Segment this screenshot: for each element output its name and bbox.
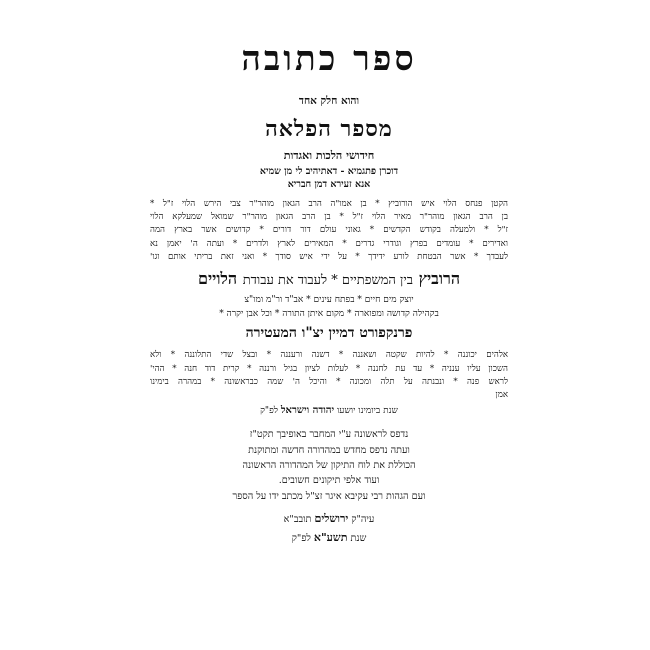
imprint-line: ועוד אלפי תיקונים חשובים.: [278, 475, 380, 487]
topics-line: חידושי הלכות ואגדות: [283, 149, 375, 163]
subtitle-part: והוא חלק אחד: [298, 94, 360, 107]
prayer-line: לראש פנה * ונבנתה על תלה ומכונה * והיכל ה' שמה כבראשונה * במהרה בימינו: [150, 377, 508, 388]
levites-word: הלויים: [197, 269, 238, 289]
imprint-line: נדפס לראשונה ע"י המחבר באופיבך תקט"ז: [249, 429, 409, 441]
author-line: ואדירים * עומדים בפרץ וגודרי גדרים * המאירים לארץ ולדרים * ועתה ה' יאמן נא: [150, 238, 508, 249]
city-line: פרנקפורט דמיין יצ"ו המעטירה: [245, 324, 413, 341]
year-phrase-bold: יהודה וישראל: [280, 404, 335, 416]
position-line-1: יוצק מים חיים * בפתח עינים * אב"ד ור"מ ומו"צ: [244, 295, 414, 306]
author-line: ז"ל * ולמעלה בקודש הקדשים * גאוני עולם דור דורים * קדושים אשר בארץ המה: [150, 225, 508, 236]
notes-line: ועם הגהות רבי עקיבא איגר זצ"ל מכתב ידו על הספר: [232, 490, 426, 502]
year-phrase-end: לפ"ק: [260, 405, 278, 416]
family-line: [150, 269, 508, 289]
year-value: תשע"א: [313, 530, 348, 544]
place-prefix: עיה"ק: [351, 513, 375, 525]
prayer-block: [150, 349, 508, 402]
motto-line-1: דוכרן פתגמיא - דאתיהיב לי מן שמיא: [259, 165, 399, 177]
source-book-title: מספר הפלאה: [265, 115, 393, 142]
book-title: ספר כתובה: [241, 39, 417, 79]
place-city: ירושלים: [314, 511, 349, 525]
year-line: [150, 531, 508, 545]
motto-line-2: אנא זעירא דמן חבריא: [287, 178, 371, 190]
position-line-2: בקהילה קדושה ומפוארה * מקום איתן התורה * וכל אבן יקרה *: [219, 308, 439, 319]
family-lead: הרוביץ: [418, 269, 461, 289]
imprint-line: ועתה נדפס מחדש במהדורה חדשה ומתוקנת: [248, 444, 410, 456]
amen-word: אמן: [495, 390, 508, 401]
year-suffix: לפ"ק: [291, 532, 311, 544]
author-lineage-block: [150, 198, 508, 265]
year-phrase-start: שנת ביומינו יושעו: [337, 405, 398, 416]
year-phrase-line: [150, 405, 508, 418]
year-prefix: שנת: [350, 532, 367, 544]
author-line: לעבדך * אשר הבטחת לורע ידידך * על ידי איש סודך * ואני זאת בריתי אותם וגו': [150, 251, 508, 262]
author-line: בן הרב הגאון מוהר"ר מאיר הלוי ז"ל * בן הרב הגאון מוהר"ר שמואל שמעלקא הלוי: [150, 211, 508, 222]
title-page-text: [150, 38, 508, 545]
family-rest: בין המשפתיים * לעבוד את עבודת: [242, 273, 414, 289]
place-line: [150, 512, 508, 526]
place-suffix: תובב"א: [283, 513, 312, 525]
prayer-line: אלהים יכוננה * להיות שקטה ושאננה * דשנה ורעננה * ובצל שדי התלוננה * ולא: [150, 350, 508, 361]
imprint-block: [150, 427, 508, 504]
author-line: הקטן פנחס הלוי איש הורוביץ * בן אמו"ה הרב הגאון מוהר"ר צבי הירש הלוי ז"ל *: [150, 198, 508, 209]
imprint-line: הכוללת את לוח התיקון של המהדורה הראשונה: [242, 459, 416, 471]
prayer-line: השכון עליו ענניה * עד עת לחננה * לעלות לציון בגיל ורננה * קרית דוד חנה * ההי': [150, 363, 508, 374]
